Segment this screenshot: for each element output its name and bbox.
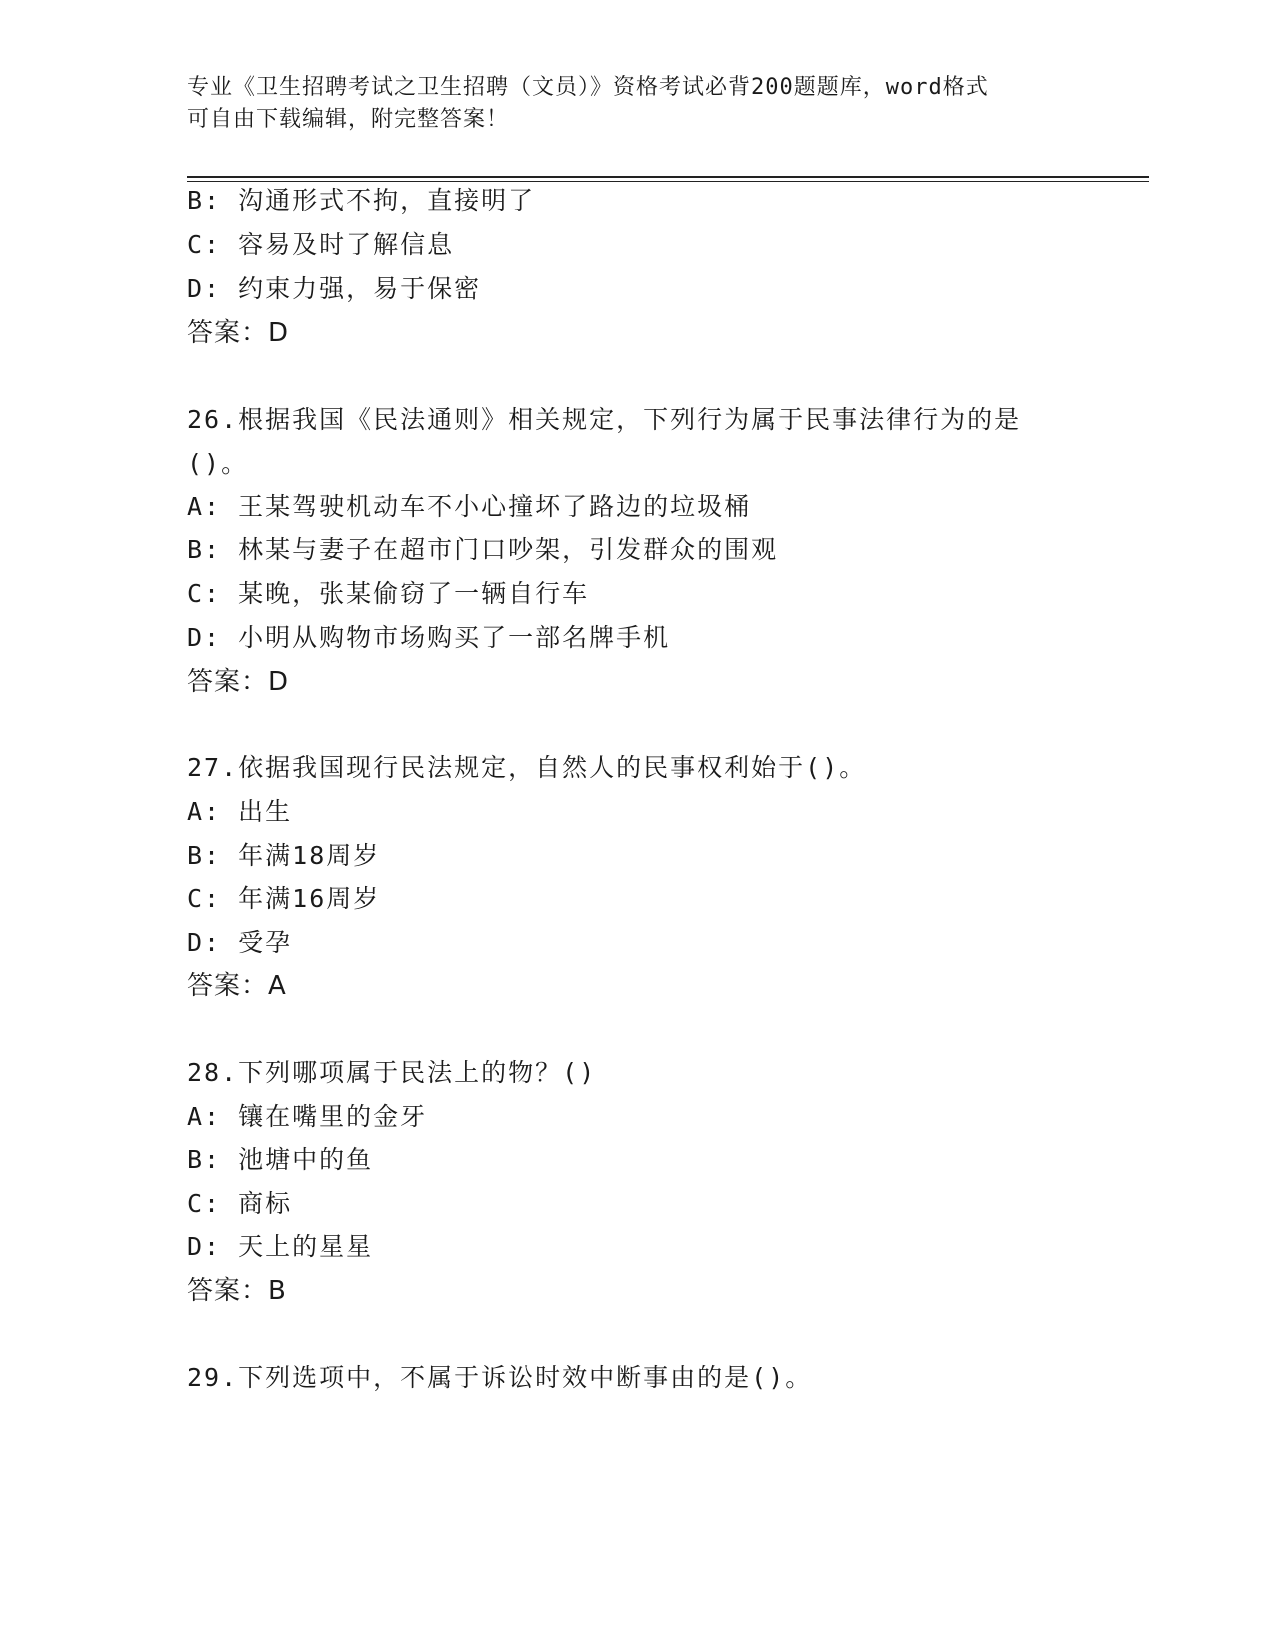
- header-divider-thick: [187, 176, 1149, 178]
- q27-question: 27.依据我国现行民法规定，自然人的民事权利始于()。: [187, 753, 867, 782]
- q25-answer: 答案：D: [187, 318, 290, 348]
- header-line-2: 可自由下载编辑，附完整答案！: [187, 107, 510, 132]
- q29-question: 29.下列选项中，不属于诉讼时效中断事由的是()。: [187, 1363, 813, 1392]
- q26-option-a: A: 王某驾驶机动车不小心撞坏了路边的垃圾桶: [187, 492, 752, 521]
- header-line-1: 专业《卫生招聘考试之卫生招聘（文员）》资格考试必背200题题库，word格式: [187, 75, 989, 100]
- q27-option-c: C: 年满16周岁: [187, 884, 381, 913]
- document-header: [187, 72, 1087, 136]
- q25-option-c: C: 容易及时了解信息: [187, 230, 455, 259]
- q25-option-b: B: 沟通形式不拘，直接明了: [187, 186, 536, 215]
- q28-option-d: D: 天上的星星: [187, 1232, 374, 1261]
- q26-answer: 答案：D: [187, 667, 290, 697]
- q27-option-a: A: 出生: [187, 797, 293, 826]
- q28-answer: 答案：B: [187, 1276, 287, 1306]
- q28-question: 28.下列哪项属于民法上的物？(): [187, 1058, 597, 1087]
- q25-option-d: D: 约束力强，易于保密: [187, 274, 482, 303]
- q26-option-d: D: 小明从购物市场购买了一部名牌手机: [187, 623, 671, 652]
- q28-option-c: C: 商标: [187, 1189, 293, 1218]
- q27-option-d: D: 受孕: [187, 928, 293, 957]
- q28-option-a: A: 镶在嘴里的金牙: [187, 1102, 428, 1131]
- q26-option-c: C: 某晚，张某偷窃了一辆自行车: [187, 579, 590, 608]
- q26-question-line-1: 26.根据我国《民法通则》相关规定，下列行为属于民事法律行为的是: [187, 405, 1022, 434]
- header-divider-thin: [187, 181, 1149, 182]
- q28-option-b: B: 池塘中的鱼: [187, 1145, 374, 1174]
- q26-option-b: B: 林某与妻子在超市门口吵架，引发群众的围观: [187, 535, 779, 564]
- q27-answer: 答案：A: [187, 971, 287, 1001]
- q27-option-b: B: 年满18周岁: [187, 841, 381, 870]
- q26-question-line-2: ()。: [187, 449, 249, 478]
